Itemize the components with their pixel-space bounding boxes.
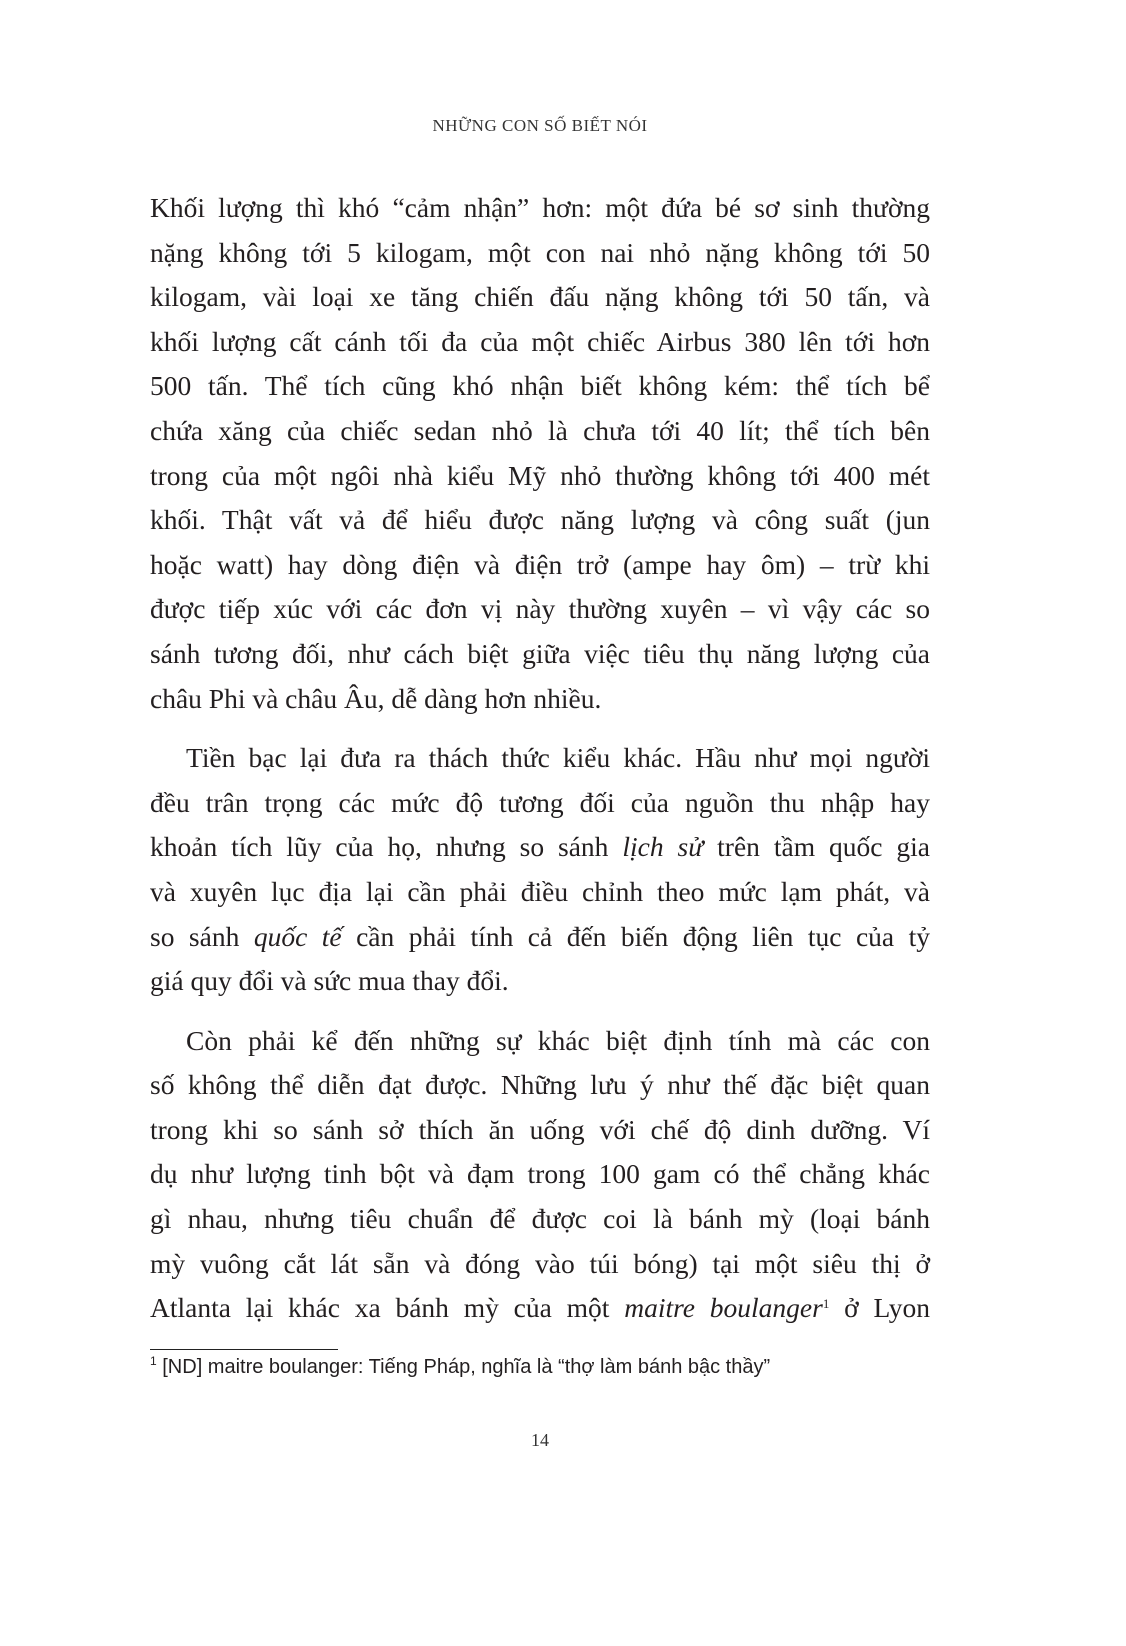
text-line xyxy=(150,959,930,1004)
text-segment: cần phải tính cả đến biến động liên tục của tỷ xyxy=(341,920,930,952)
text-line xyxy=(150,781,930,826)
text-segment: Atlanta lại khác xa bánh mỳ của một xyxy=(150,1292,625,1324)
paragraph xyxy=(150,1019,930,1331)
footnote-divider xyxy=(150,1349,338,1350)
text-line xyxy=(150,736,930,781)
text-line xyxy=(150,632,930,677)
text-segment: được tiếp xúc với các đơn vị này thường xuyên – vì vậy các so xyxy=(150,593,930,625)
text-line xyxy=(150,186,930,231)
footnote-text: [ND] maitre boulanger: Tiếng Pháp, nghĩa là “thợ làm bánh bậc thầy” xyxy=(156,1356,771,1378)
paragraph xyxy=(150,186,930,721)
text-segment: trong của một ngôi nhà kiểu Mỹ nhỏ thường không tới 400 mét xyxy=(150,459,930,491)
text-segment: mỳ vuông cắt lát sẵn và đóng vào túi bóng) tại một siêu thị ở xyxy=(150,1247,930,1279)
text-line xyxy=(150,275,930,320)
text-segment: trên tầm quốc gia xyxy=(703,831,931,863)
text-segment: khối. Thật vất vả để hiểu được năng lượng và công suất (jun xyxy=(150,504,930,536)
text-segment: hoặc watt) hay dòng điện và điện trở (ampe hay ôm) – trừ khi xyxy=(150,548,930,580)
text-segment: ở Lyon xyxy=(829,1292,930,1324)
text-line xyxy=(150,231,930,276)
text-line xyxy=(150,870,930,915)
text-segment: gì nhau, nhưng tiêu chuẩn để được coi là bánh mỳ (loại bánh xyxy=(150,1203,930,1235)
text-line xyxy=(150,409,930,454)
italic-text: maitre boulanger xyxy=(624,1292,823,1324)
text-line xyxy=(150,825,930,870)
text-line xyxy=(150,1197,930,1242)
text-segment: nặng không tới 5 kilogam, một con nai nhỏ nặng không tới 50 xyxy=(150,236,930,268)
text-segment: trong khi so sánh sở thích ăn uống với chế độ dinh dưỡng. Ví xyxy=(150,1113,930,1145)
text-segment: số không thể diễn đạt được. Những lưu ý như thế đặc biệt quan xyxy=(150,1069,930,1101)
text-segment: khoản tích lũy của họ, nhưng so sánh xyxy=(150,831,623,863)
text-segment: sánh tương đối, như cách biệt giữa việc tiêu thụ năng lượng của xyxy=(150,637,930,669)
text-segment: dụ như lượng tinh bột và đạm trong 100 gam có thể chẳng khác xyxy=(150,1158,930,1190)
italic-text: lịch sử xyxy=(622,831,704,863)
text-line xyxy=(150,1242,930,1287)
italic-text: quốc tế xyxy=(253,920,342,952)
page-number: 14 xyxy=(531,1430,549,1450)
text-line xyxy=(150,587,930,632)
text-line xyxy=(150,1286,930,1331)
text-line xyxy=(150,543,930,588)
text-segment: Tiền bạc lại đưa ra thách thức kiểu khác. Hầu như mọi người xyxy=(186,742,930,774)
text-line xyxy=(150,677,930,722)
running-header: NHỮNG CON SỐ BIẾT NÓI xyxy=(432,116,648,135)
text-segment: so sánh xyxy=(150,920,254,952)
text-line xyxy=(150,454,930,499)
text-line xyxy=(150,498,930,543)
footnote xyxy=(150,1356,770,1379)
text-line xyxy=(150,915,930,960)
text-segment: kilogam, vài loại xe tăng chiến đấu nặng không tới 50 tấn, và xyxy=(150,281,930,313)
text-line xyxy=(150,1108,930,1153)
text-segment: Còn phải kể đến những sự khác biệt định tính mà các con xyxy=(186,1024,930,1056)
text-segment: 500 tấn. Thể tích cũng khó nhận biết không kém: thể tích bể xyxy=(150,370,930,402)
text-segment: Khối lượng thì khó “cảm nhận” hơn: một đứa bé sơ sinh thường xyxy=(150,192,930,223)
text-line xyxy=(150,1019,930,1064)
body-text xyxy=(150,186,930,1346)
text-segment: và xuyên lục địa lại cần phải điều chỉnh theo mức lạm phát, và xyxy=(150,875,930,907)
text-segment: đều trân trọng các mức độ tương đối của nguồn thu nhập hay xyxy=(150,786,930,818)
paragraph xyxy=(150,736,930,1004)
text-segment: giá quy đổi và sức mua thay đổi. xyxy=(150,965,509,997)
footnote-ref: 1 xyxy=(822,1296,830,1312)
text-segment: châu Phi và châu Âu, dễ dàng hơn nhiều. xyxy=(150,682,602,714)
text-line xyxy=(150,364,930,409)
text-line xyxy=(150,1152,930,1197)
footnote-marker: 1 xyxy=(150,1354,157,1368)
text-segment: chứa xăng của chiếc sedan nhỏ là chưa tới 40 lít; thể tích bên xyxy=(150,414,930,446)
text-line xyxy=(150,1063,930,1108)
text-segment: khối lượng cất cánh tối đa của một chiếc Airbus 380 lên tới hơn xyxy=(150,325,930,357)
text-line xyxy=(150,320,930,365)
